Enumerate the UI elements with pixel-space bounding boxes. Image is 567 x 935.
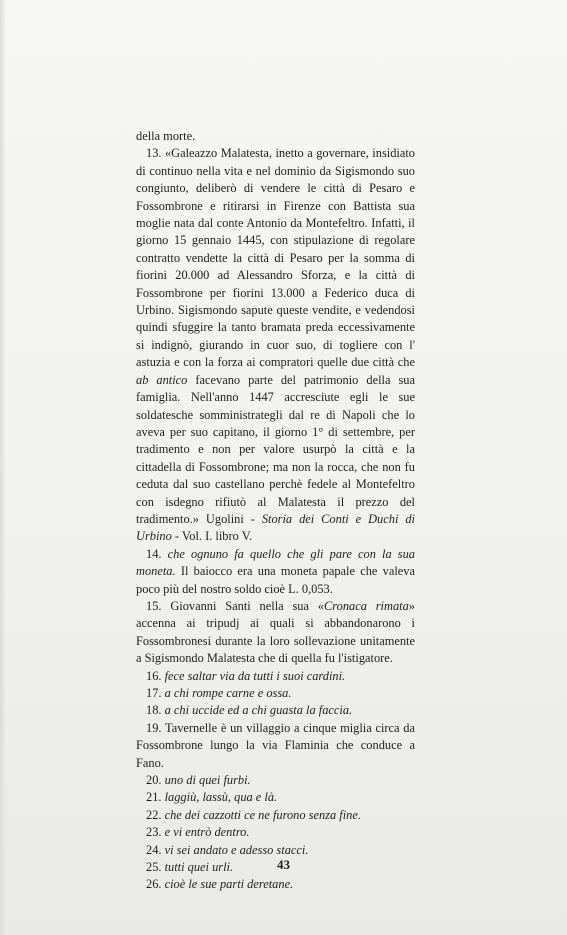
note-25-italic: tutti quei urli.	[164, 860, 234, 875]
note-21-number: 21.	[146, 790, 165, 805]
note-18-number: 18.	[146, 703, 165, 718]
note-14	[136, 546, 415, 598]
note-17-number: 17.	[146, 686, 165, 700]
note-26-number: 26.	[146, 877, 165, 892]
note-25-number: 25.	[146, 860, 165, 875]
note-18-italic: a chi uccide ed a chi guasta la faccia.	[164, 703, 353, 718]
note-22-number: 22.	[146, 807, 165, 822]
note-17	[136, 685, 415, 702]
note-13-text-part3: - Vol. I. libro V.	[171, 529, 253, 544]
note-14-italic: che ognuno fa quello che gli pare con la sua moneta.	[136, 546, 415, 579]
note-13-text-part2: facevano parte del patrimonio della sua famiglia. Nell'anno 1447 accresciute egli le sue soldatesche somministrategli dal re di Napoli che lo aveva per suo capitano, il giorno 1° di settembre, per tradimento e non per valore usurpò la città e la cittadella di Fossombrone; ma non la rocca, che non fu ceduta dal suo castellano perchè fedele al Montefeltro con isdegno rifiutò al Malatesta il prezzo del tradimento.» Ugolini -	[136, 372, 415, 526]
note-26	[136, 876, 415, 893]
note-13-italic-title: Storia dei Conti e Duchi di Urbino	[136, 511, 415, 544]
page-number: 43	[277, 857, 290, 872]
note-14-number: 14.	[146, 546, 168, 561]
note-15-text-part1: 15. Giovanni Santi nella sua «	[146, 598, 324, 613]
note-22-italic: che dei cazzotti ce ne furono senza fine.	[164, 807, 361, 822]
note-19: 19. Tavernelle è un villaggio a cinque miglia circa da Fossombrone lungo la via Flaminia che conduce a Fano.	[136, 720, 415, 770]
note-14-text: Il baiocco era una moneta papale che valeva poco più del nostro soldo cioè L. 0,053.	[136, 564, 415, 596]
continuation-line: della morte.	[136, 129, 196, 143]
note-17-italic: a chi rompe carne e ossa.	[164, 686, 292, 700]
note-15-italic: Cronaca rimata	[324, 598, 409, 613]
note-13	[136, 145, 415, 545]
note-13-italic-ab-antico: ab antico	[136, 372, 188, 387]
note-16	[136, 668, 415, 685]
note-24-italic: vi sei andato e adesso stacci.	[164, 842, 309, 857]
note-13-text-part1: 13. «Galeazzo Malatesta, inetto a governare, insidiato di continuo nella vita e nel dominio da Sigismondo suo congiunto, deliberò di vendere le città di Pesaro e Fossombrone e ritirarsi in Firenze con Battista sua moglie nata dal conte Antonio da Montefeltro. Infatti, il giorno 15 gennaio 1445, con stipulazione di regolare contratto vendette la città di Pesaro per la somma di fiorini 20.000 ad Alessandro Sforza, e la città di Fossombrone per fiorini 13.000 a Federico duca di Urbino. Sigismondo sapute queste vendite, e vedendosi quindi sfuggire la tanto bramata preda eccessivamente si indignò, giurando in cuor suo, di togliere con l' astuzia e con la forza ai compratori quelle due città che	[136, 146, 415, 370]
note-23-italic: e vi entrò dentro.	[164, 825, 250, 840]
note-21-italic: laggiù, lassù, qua e là.	[164, 790, 278, 805]
page-edge-shadow	[0, 0, 6, 935]
note-20	[136, 772, 415, 789]
note-21	[136, 789, 415, 806]
note-15-text-part2: » accenna ai tripudj ai quali si abbandonarono i Fossombronesi durante la loro sollevazione unitamente a Sigismondo Malatesta che di quella fu l'istigatore.	[136, 598, 415, 666]
note-26-italic: cioè le sue parti deretane.	[164, 877, 294, 892]
note-18	[136, 702, 415, 719]
note-24-number: 24.	[146, 842, 165, 857]
note-15	[136, 598, 415, 668]
note-23	[136, 824, 415, 841]
note-20-number: 20.	[146, 773, 165, 788]
note-16-italic: fece saltar via da tutti i suoi cardini.	[164, 668, 346, 683]
note-22	[136, 807, 415, 824]
note-23-number: 23.	[146, 825, 165, 840]
notes-text-block	[136, 128, 415, 894]
note-20-italic: uno di quei furbi.	[164, 773, 251, 788]
note-16-number: 16.	[146, 668, 165, 683]
